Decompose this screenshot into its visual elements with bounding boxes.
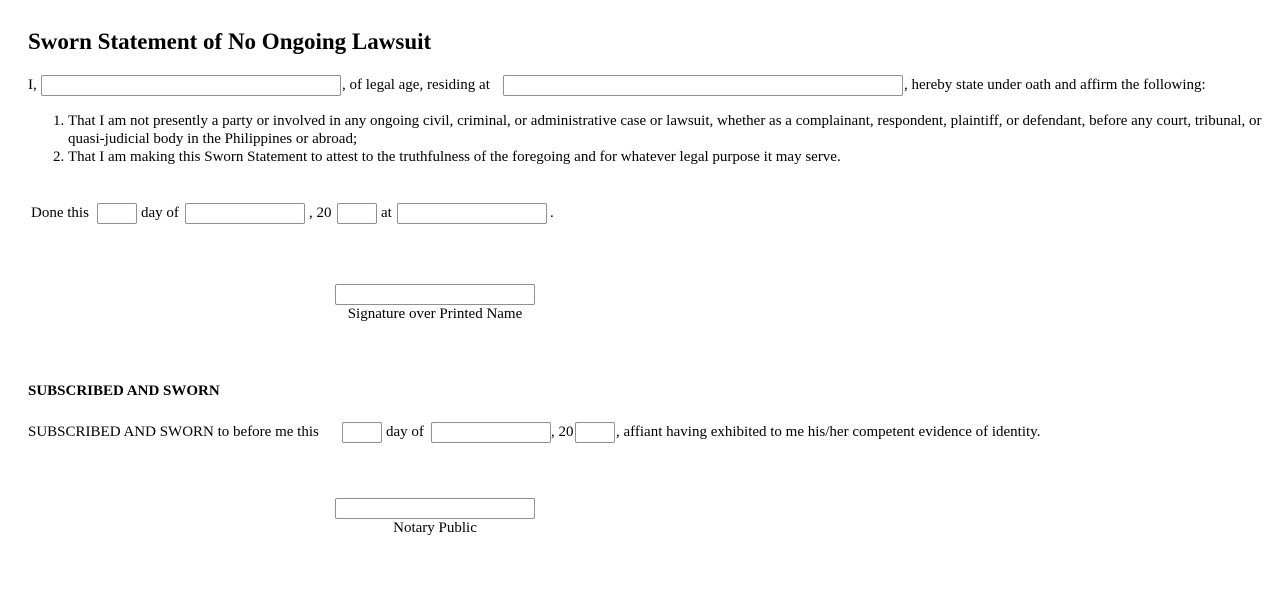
statement-item: 1. That I am not presently a party or involved in any ongoing civil, criminal, or administrative case or lawsuit, whether as a complainant, respondent, plaintiff, or defendant, before any court, tribunal, or quasi-judicial body in the Philippines or abroad;: [68, 112, 1278, 148]
signature-input[interactable]: [335, 284, 535, 305]
jurat-month-input[interactable]: [431, 422, 551, 443]
jurat-day-label: day of: [386, 424, 424, 440]
intro-suffix-text: , hereby state under oath and affirm the following:: [904, 77, 1206, 93]
jurat-heading: SUBSCRIBED AND SWORN: [28, 383, 220, 399]
jurat-prefix: SUBSCRIBED AND SWORN to before me this: [28, 424, 319, 440]
intro-prefix: I,: [28, 77, 37, 93]
statements-list: [28, 112, 1278, 166]
signature-caption: Signature over Printed Name: [347, 306, 523, 322]
done-day-label: day of: [141, 205, 179, 221]
done-place-input[interactable]: [397, 203, 547, 224]
done-prefix: Done this: [31, 205, 89, 221]
done-year-prefix: , 20: [309, 205, 332, 221]
notary-input[interactable]: [335, 498, 535, 519]
jurat-day-input[interactable]: [342, 422, 382, 443]
done-period: .: [550, 205, 554, 221]
intro-mid-text: , of legal age, residing at: [342, 77, 490, 93]
notary-caption: Notary Public: [393, 520, 477, 536]
done-year-input[interactable]: [337, 203, 377, 224]
done-month-input[interactable]: [185, 203, 305, 224]
done-at-label: at: [381, 205, 392, 221]
jurat-year-input[interactable]: [575, 422, 615, 443]
page-title: Sworn Statement of No Ongoing Lawsuit: [28, 29, 432, 54]
address-input[interactable]: [503, 75, 903, 96]
jurat-year-prefix: , 20: [551, 424, 574, 440]
affiant-name-input[interactable]: [41, 75, 341, 96]
done-day-input[interactable]: [97, 203, 137, 224]
jurat-suffix: , affiant having exhibited to me his/her competent evidence of identity.: [616, 424, 1041, 440]
statement-item: 2. That I am making this Sworn Statement to attest to the truthfulness of the foregoing and for whatever legal purpose it may serve.: [68, 148, 1278, 166]
